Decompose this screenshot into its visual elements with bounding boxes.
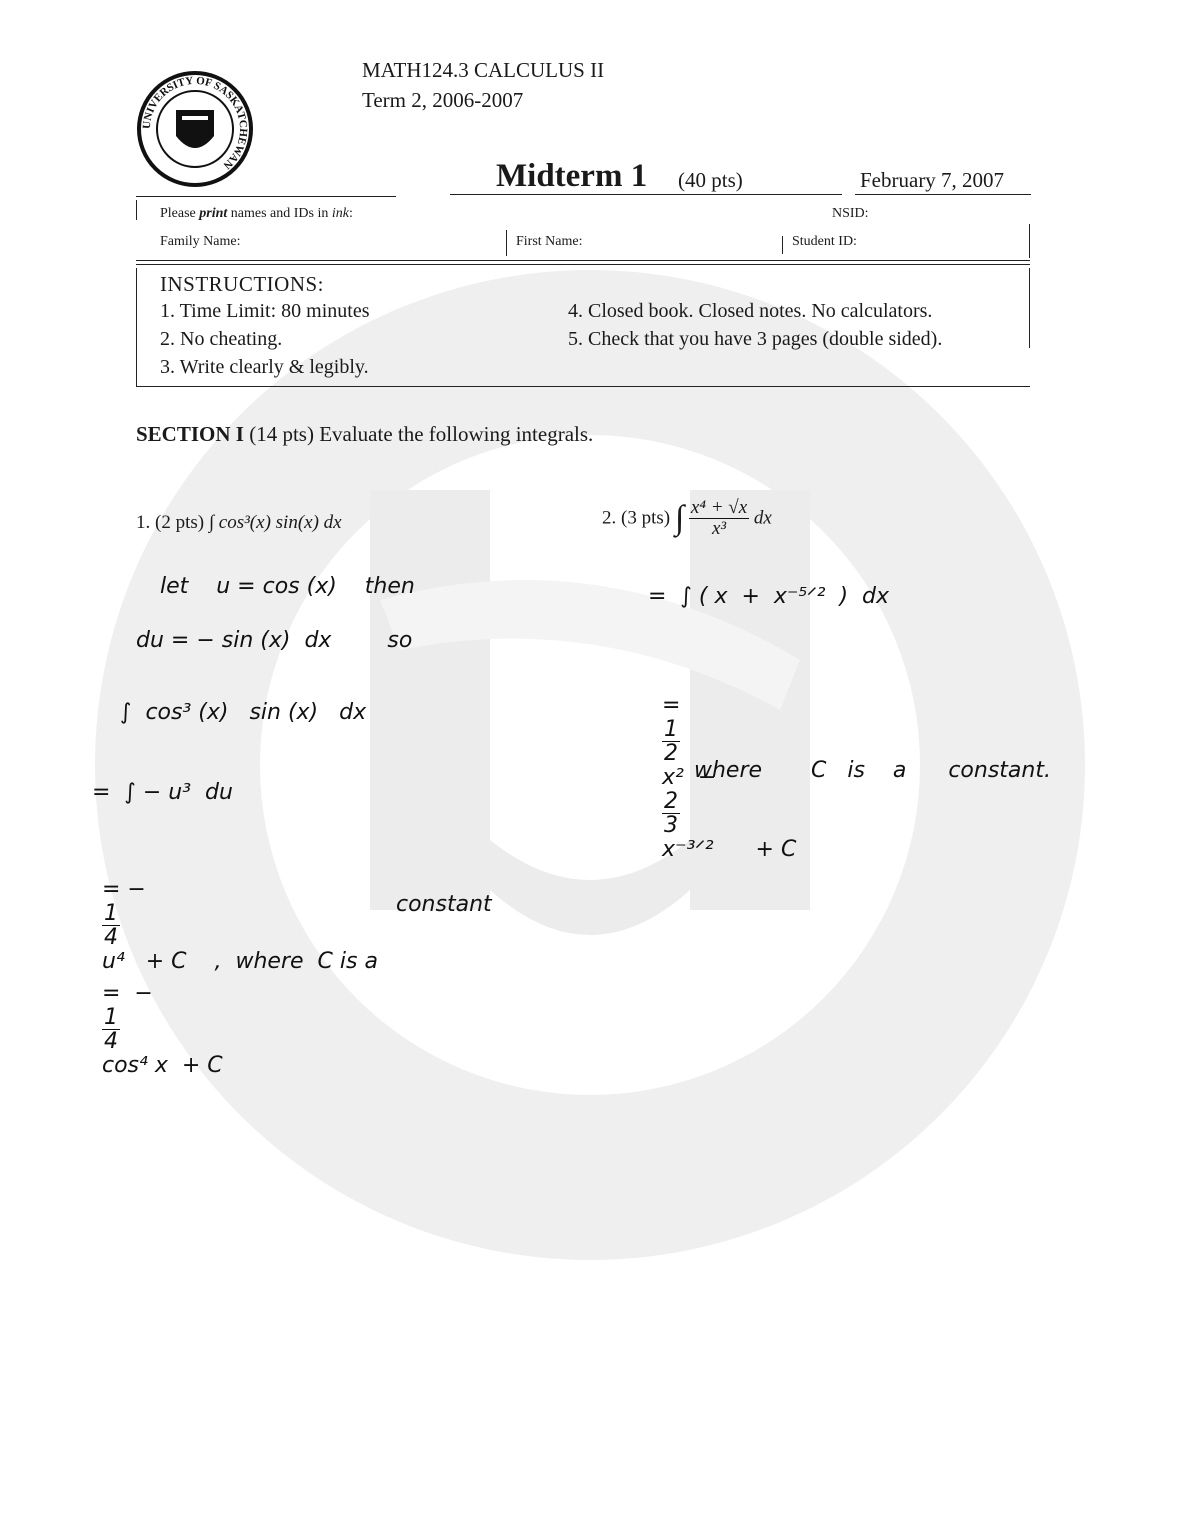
exam-date: February 7, 2007 [860, 168, 1005, 192]
section-heading: SECTION I (14 pts) Evaluate the following integrals. [136, 422, 594, 446]
instruction-item: 1. Time Limit: 80 minutes [160, 300, 370, 322]
logo-text: UNIVERSITY OF SASKATCHEWAN [140, 74, 250, 172]
header-rule-right [855, 194, 1031, 195]
course-title: MATH124.3 CALCULUS II [362, 58, 605, 82]
header-rule-left [136, 196, 396, 197]
instructions-right-edge [1029, 268, 1030, 348]
q2-work-line: = ∫ ( x + x⁻⁵ᐟ² ) dx [648, 584, 890, 609]
first-name-label: First Name: [516, 234, 583, 249]
q1-work-line: ∫ cos³ (x) sin (x) dx [120, 700, 367, 725]
instructions-left-edge [136, 268, 137, 386]
instruction-item: 2. No cheating. [160, 328, 283, 350]
print-instruction: Please print names and IDs in ink: [160, 206, 353, 221]
q1-work-line: = − $\frac{1}{4}$ u⁴ + C , where C is a [102, 877, 378, 975]
namebox-left-edge [136, 200, 137, 220]
header-rule-mid [450, 194, 842, 195]
q1-work-line: du = − sin (x) dx so [136, 628, 413, 653]
instructions-bottom-rule [136, 386, 1030, 387]
family-name-label: Family Name: [160, 234, 241, 249]
namebox-divider-2 [782, 236, 783, 254]
namebox-divider-1 [506, 230, 507, 256]
instruction-item: 5. Check that you have 3 pages (double sided). [568, 328, 943, 350]
instruction-item: 4. Closed book. Closed notes. No calculators. [568, 300, 933, 322]
exam-points: (40 pts) [678, 168, 743, 192]
namebox-right-edge [1029, 224, 1030, 258]
nsid-label: NSID: [832, 206, 869, 221]
q2-work-line: where C is a constant. [694, 758, 1051, 783]
q1-work-line: = − $\frac{1}{4}$ cos⁴ x + C [102, 981, 223, 1079]
term-label: Term 2, 2006-2007 [362, 88, 524, 112]
question-1: 1. (2 pts) ∫ cos³(x) sin(x) dx [136, 512, 342, 533]
exam-title: Midterm 1 [496, 158, 648, 194]
namebox-bottom-rule [136, 260, 1030, 261]
question-2: 2. (3 pts) ∫ $\frac{\text{x⁴ + √x}}{\text{x³}}$ dx [602, 497, 772, 539]
university-seal-logo [136, 70, 254, 188]
namebox-bottom-rule-2 [136, 264, 1030, 265]
q1-work-line: let u = cos (x) then [160, 574, 415, 599]
student-id-label: Student ID: [792, 234, 857, 249]
q2-work-line: = $\frac{1}{2}$ x² − $\frac{2}{3}$ x⁻³ᐟ² + C [662, 693, 797, 863]
instructions-heading: INSTRUCTIONS: [160, 272, 325, 296]
q1-work-line: = ∫ − u³ du [92, 780, 233, 805]
q1-work-line: constant [396, 892, 492, 917]
instruction-item: 3. Write clearly & legibly. [160, 356, 369, 378]
